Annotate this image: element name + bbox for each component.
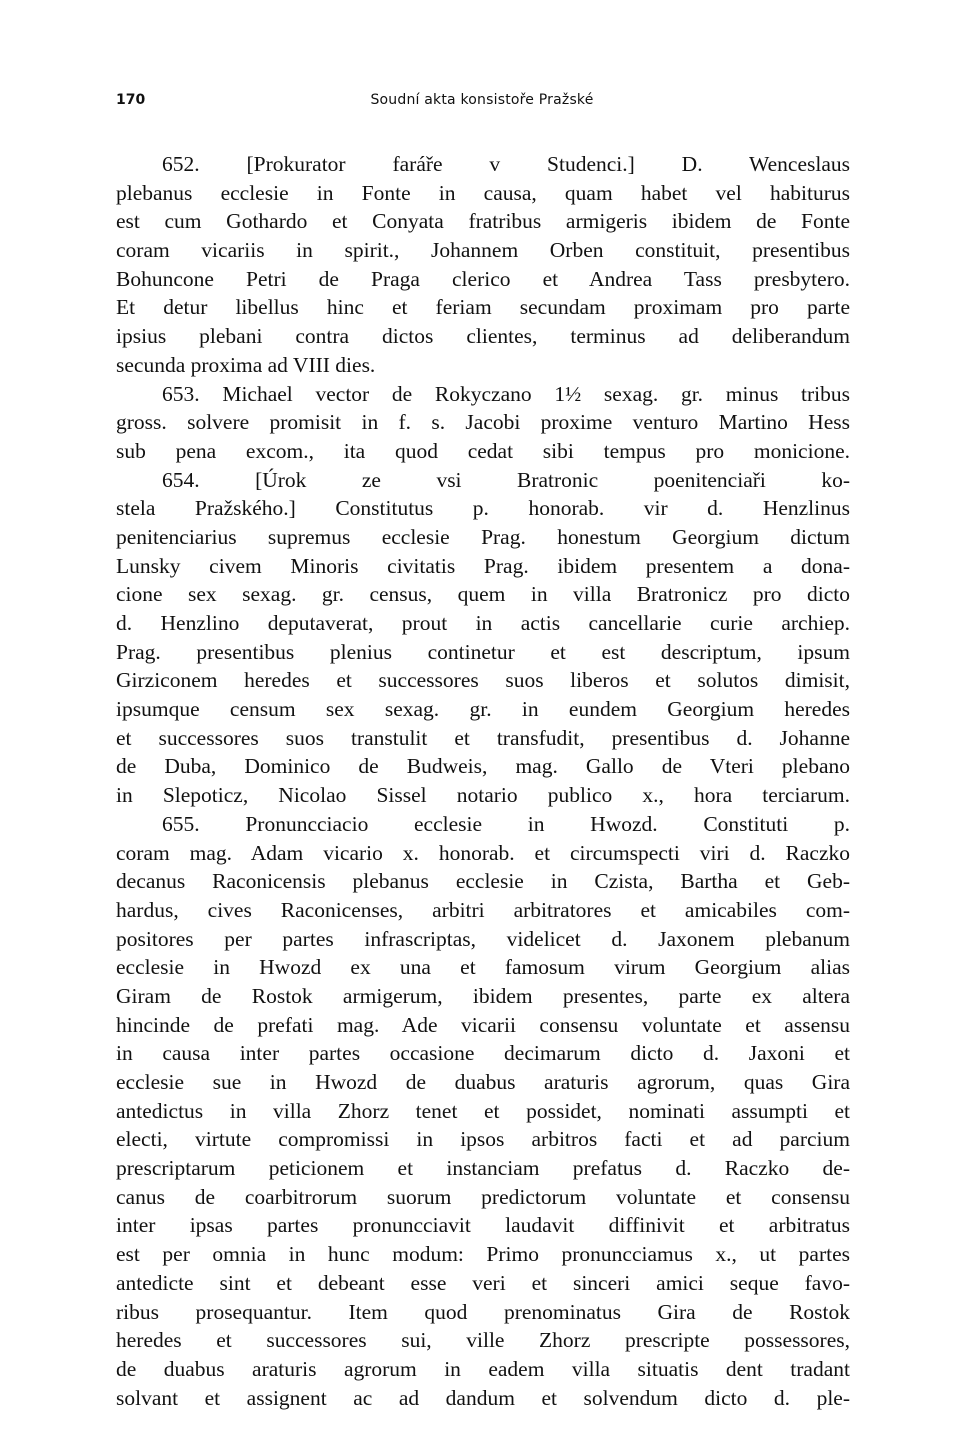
- text-line: sub pena excom., ita quod cedat sibi tempus pro monicione.: [116, 438, 850, 463]
- text-line: secunda proxima ad VIII dies.: [116, 352, 376, 377]
- text-line: gross. solvere promisit in f. s. Jacobi proxime venturo Martino Hess: [116, 410, 850, 435]
- text-line: Giram de Rostok armigerum, ibidem presentes, parte ex altera: [116, 983, 850, 1008]
- text-line: heredes et successores sui, ville Zhorz prescripte possessores,: [116, 1328, 850, 1353]
- text-line: d. Henzlino deputaverat, prout in actis cancellarie curie archiep.: [116, 611, 850, 635]
- text-line: 654. [Úrok ze vsi Bratronic poenitenciaři ko-: [162, 467, 850, 492]
- text-line: hincinde de prefati mag. Ade vicarii consensu voluntate et assensu: [116, 1012, 850, 1037]
- text-line: Girziconem heredes et successores suos liberos et solutos dimisit,: [116, 668, 850, 693]
- text-line: de Duba, Dominico de Budweis, mag. Gallo de Vteri plebano: [116, 754, 850, 779]
- text-line: Lunsky civem Minoris civitatis Prag. ibidem presentem a dona-: [116, 553, 850, 578]
- text-line: prescriptarum peticionem et instanciam prefatus d. Raczko de-: [116, 1156, 850, 1181]
- text-line: inter ipsas partes pronuncciavit laudavit diffinivit et arbitratus: [116, 1213, 850, 1238]
- text-line: et successores suos transtulit et transfudit, presentibus d. Johanne: [116, 725, 850, 750]
- page-header: [116, 92, 848, 114]
- text-line: 655. Pronuncciacio ecclesie in Hwozd. Constituti p.: [162, 811, 850, 836]
- text-line: ribus prosequantur. Item quod prenominatus Gira de Rostok: [116, 1299, 850, 1324]
- text-line: ecclesie in Hwozd ex una et famosum virum Georgium alias: [116, 955, 850, 980]
- text-line: decanus Raconicensis plebanus ecclesie in Czista, Bartha et Geb-: [116, 869, 850, 894]
- text-line: cione sex sexag. gr. census, quem in villa Bratronicz pro dicto: [116, 582, 850, 607]
- text-line: hardus, cives Raconicenses, arbitri arbitratores et amicabiles com-: [116, 897, 850, 922]
- text-line: de duabus araturis agrorum in eadem villa situatis dent tradant: [116, 1356, 850, 1381]
- text-line: stela Pražského.] Constitutus p. honorab. vir d. Henzlinus: [116, 496, 850, 521]
- body-text: [116, 150, 850, 1412]
- text-line: est cum Gothardo et Conyata fratribus armigeris ibidem de Fonte: [116, 209, 850, 234]
- text-line: penitenciarius supremus ecclesie Prag. honestum Georgium dictum: [116, 524, 850, 549]
- text-line: ecclesie sue in Hwozd de duabus araturis agrorum, quas Gira: [116, 1070, 850, 1094]
- text-line: coram vicariis in spirit., Johannem Orben constituit, presentibus: [116, 238, 850, 263]
- page-number: 170: [116, 92, 146, 108]
- text-line: solvant et assignent ac ad dandum et solvendum dicto d. ple-: [116, 1385, 850, 1410]
- text-line: antedicte sint et debeant esse veri et sinceri amici seque favo-: [116, 1270, 850, 1295]
- text-line: coram mag. Adam vicario x. honorab. et circumspecti viri d. Raczko: [116, 840, 850, 865]
- text-line: in Slepoticz, Nicolao Sissel notario publico x., hora terciarum.: [116, 783, 850, 808]
- text-line: Et detur libellus hinc et feriam secundam proximam pro parte: [116, 295, 850, 320]
- text-line: 652. [Prokurator faráře v Studenci.] D. Wenceslaus: [162, 152, 850, 176]
- text-line: est per omnia in hunc modum: Primo pronuncciamus x., ut partes: [116, 1242, 850, 1267]
- text-line: electi, virtute compromissi in ipsos arbitros facti et ad parcium: [116, 1127, 850, 1152]
- text-line: antedictus in villa Zhorz tenet et possidet, nominati assumpti et: [116, 1098, 850, 1123]
- text-line: ipsius plebani contra dictos clientes, terminus ad deliberandum: [116, 324, 850, 349]
- text-line: Bohuncone Petri de Praga clerico et Andrea Tass presbytero.: [116, 266, 850, 291]
- text-line: positores per partes infrascriptas, videlicet d. Jaxonem plebanum: [116, 926, 850, 951]
- text-line: in causa inter partes occasione decimarum dicto d. Jaxoni et: [116, 1041, 850, 1066]
- running-title: Soudní akta konsistoře Pražské: [370, 92, 594, 108]
- text-line: canus de coarbitrorum suorum predictorum voluntate et consensu: [116, 1184, 850, 1209]
- text-line: plebanus ecclesie in Fonte in causa, quam habet vel habiturus: [116, 180, 850, 205]
- text-line: Prag. presentibus plenius continetur et est descriptum, ipsum: [116, 639, 850, 664]
- text-line: 653. Michael vector de Rokyczano 1½ sexag. gr. minus tribus: [162, 381, 850, 406]
- text-line: ipsumque censum sex sexag. gr. in eundem Georgium heredes: [116, 697, 850, 722]
